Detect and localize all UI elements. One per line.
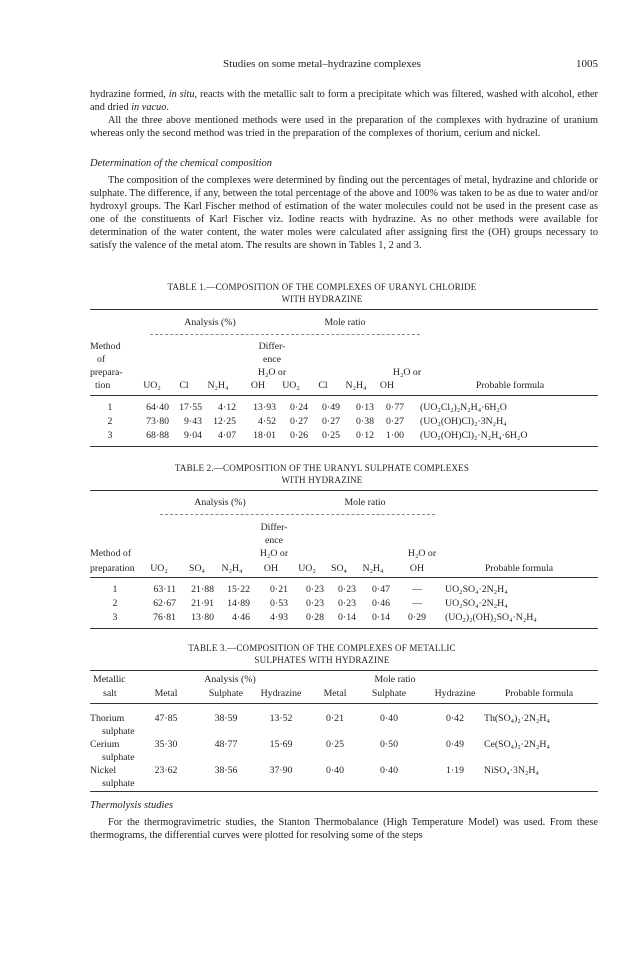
table2-col-header: UO₂: [298, 563, 316, 574]
table2-col-header: N₂H₄: [362, 563, 384, 574]
table1-cell: 0·49: [322, 402, 340, 413]
table3-col-header: Sulphate: [371, 688, 407, 699]
table1-caption-line1: TABLE 1.—COMPOSITION OF THE COMPLEXES OF URANYL CHLORIDE: [167, 282, 477, 292]
table2-col-header: Probable formula: [484, 563, 554, 574]
table3-caption-line1: TABLE 3.—COMPOSITION OF THE COMPLEXES OF METALLIC: [188, 643, 456, 653]
table2-cell: 4·93: [270, 612, 288, 623]
table1-method-label: Method: [90, 341, 121, 352]
table3-top-rule: [90, 670, 598, 671]
paragraph-methods: All the three above mentioned methods were used in the preparation of the complexes with hydrazine of uranium whereas only the second method was tried in the preparation of the complexes of thorium, cerium and nickel.: [90, 115, 598, 140]
paragraph-thermolysis: For the thermogravimetric studies, the Stanton Thermobalance (High Temperature Model) was used. From these thermograms, the differential curves were plotted for resolving some of the steps: [90, 817, 598, 842]
table3-group-analysis: Analysis (%): [204, 674, 256, 685]
table2-cell: 0·28: [306, 612, 324, 623]
table1-diff-label: ence: [263, 354, 281, 365]
table1-col-header: OH: [379, 380, 395, 391]
table3-cell: 38·59: [214, 713, 238, 724]
table1-cell: 4·07: [218, 430, 236, 441]
table1-cell: 0·38: [356, 416, 374, 427]
table1-cell: 0·26: [290, 430, 308, 441]
table2-cell: 4·46: [232, 612, 250, 623]
table2-cell: 0·23: [306, 598, 324, 609]
table1-cell: 0·27: [322, 416, 340, 427]
table2-cell: 13·80: [191, 612, 214, 623]
table2-cell: 14·89: [227, 598, 250, 609]
table2-caption-line1: TABLE 2.—COMPOSITION OF THE URANYL SULPHATE COMPLEXES: [174, 463, 470, 473]
page-number: 1005: [576, 58, 598, 70]
table2-method-label: Method of: [90, 548, 132, 559]
table1-cell: 13·93: [253, 402, 276, 413]
table1-top-rule: [90, 309, 598, 310]
table3-cell: 13·52: [269, 713, 293, 724]
table3-cell: 37·90: [269, 765, 293, 776]
table3-cell: Ce(SO₄)₂·2N₂H₄: [484, 739, 550, 750]
table2-cell: (UO₂)₂(OH)₂SO₄·N₂H₄: [445, 612, 537, 623]
table1-method-label: of: [97, 354, 106, 365]
table3-cell: Th(SO₄)₂·2N₂H₄: [484, 713, 550, 724]
table3-col-header: Metal: [154, 688, 178, 699]
table2-cell: 3: [112, 612, 118, 623]
table1-cell: 1·00: [386, 430, 404, 441]
table3-cell: 47·85: [154, 713, 178, 724]
table2-group-rule: [160, 514, 435, 515]
table3-cell: 38·56: [214, 765, 238, 776]
table3-col-header: Hydrazine: [434, 688, 476, 699]
table3-cell: 0·40: [380, 713, 398, 724]
table1-col-header: N₂H₄: [207, 380, 229, 391]
table1-method-label: tion: [95, 380, 111, 391]
table3-cell: Nickel: [90, 765, 117, 776]
table2-cell: 0·23: [338, 584, 356, 595]
table2-caption-line2: WITH HYDRAZINE: [281, 475, 363, 485]
table3-cell: sulphate: [102, 726, 135, 737]
table1-col-header: Cl: [179, 380, 189, 391]
table1-caption-line2: WITH HYDRAZINE: [281, 294, 363, 304]
table1-col-header: UO₂: [143, 380, 161, 391]
table1-col-header: OH: [250, 380, 266, 391]
table1-cell: 0·24: [290, 402, 308, 413]
table2-method-label: preparation: [90, 563, 135, 574]
table3-cell: 0·21: [326, 713, 344, 724]
table1-cell: (UO₂(OH)Cl)₂·3N₂H₄: [420, 416, 507, 427]
table1-cell: 9·04: [184, 430, 202, 441]
table2-cell: UO₂SO₄·2N₂H₄: [445, 598, 508, 609]
table3-cell: Cerium: [90, 739, 120, 750]
table2-head-rule: [90, 577, 598, 578]
table1-h2o-label: H₂O or: [392, 367, 422, 378]
table3-col-header: Hydrazine: [260, 688, 302, 699]
table3-cell: 0·40: [326, 765, 344, 776]
table2-col-header: OH: [409, 563, 425, 574]
table1-diff-label: Differ-: [258, 341, 286, 352]
table3-col-header: Sulphate: [208, 688, 244, 699]
table3-metallic-label: salt: [103, 688, 117, 699]
table1-cell: 17·55: [179, 402, 202, 413]
table1-cell: 0·25: [322, 430, 340, 441]
table3-cell: 35·30: [154, 739, 178, 750]
table2-cell: 0·23: [338, 598, 356, 609]
table1-col-header: Probable formula: [475, 380, 545, 391]
table2-h2o-label: H₂O or: [407, 548, 437, 559]
table3-metallic-label: Metallic: [93, 674, 126, 685]
table2-cell: 21·91: [191, 598, 214, 609]
table2-cell: 0·29: [408, 612, 426, 623]
table3-cell: 1·19: [446, 765, 464, 776]
table2-col-header: SO₄: [331, 563, 347, 574]
table2-top-rule: [90, 490, 598, 491]
table3-cell: NiSO₄·3N₂H₄: [484, 765, 539, 776]
table1-cell: 0·13: [356, 402, 374, 413]
table2-cell: 0·46: [372, 598, 390, 609]
table3-cell: 15·69: [269, 739, 293, 750]
table2-cell: 0·23: [306, 584, 324, 595]
table2-diff-label: H₂O or: [259, 548, 289, 559]
table1-bottom-rule: [90, 446, 598, 447]
table3-group-mole: Mole ratio: [374, 674, 416, 685]
table3-bottom-rule: [90, 791, 598, 792]
table3-head-rule: [90, 703, 598, 704]
table2-bottom-rule: [90, 628, 598, 629]
table1-cell: 0·77: [386, 402, 404, 413]
table3-cell: 48·77: [214, 739, 238, 750]
table1-col-header: UO₂: [282, 380, 300, 391]
table2-cell: 0·21: [270, 584, 288, 595]
running-header-title: Studies on some metal–hydrazine complexes: [223, 58, 421, 70]
table1-cell: 9·43: [184, 416, 202, 427]
table2-cell: 0·14: [338, 612, 356, 623]
table1-group-rule: [150, 334, 420, 335]
table3-cell: sulphate: [102, 752, 135, 763]
table2-cell: —: [412, 598, 422, 609]
table1-cell: 64·40: [146, 402, 169, 413]
table2-col-header: N₂H₄: [221, 563, 243, 574]
table1-cell: (UO₂(OH)Cl)₂·N₂H₄·6H₂O: [420, 430, 528, 441]
table2-cell: —: [412, 584, 422, 595]
table3-cell: 0·42: [446, 713, 464, 724]
table1-head-rule: [90, 395, 598, 396]
table2-diff-label: Differ-: [260, 522, 288, 533]
table1-col-header: Cl: [318, 380, 328, 391]
table3-col-header: Probable formula: [504, 688, 574, 699]
table3-col-header: Metal: [323, 688, 347, 699]
table1-cell: 0·27: [386, 416, 404, 427]
table1-cell: 0·12: [356, 430, 374, 441]
table1-cell: 2: [107, 416, 113, 427]
section-heading-composition: Determination of the chemical composition: [90, 158, 272, 169]
table1-cell: 4·12: [218, 402, 236, 413]
table2-col-header: SO₄: [189, 563, 205, 574]
table1-cell: 1: [107, 402, 113, 413]
table1-cell: 68·88: [146, 430, 169, 441]
table2-cell: UO₂SO₄·2N₂H₄: [445, 584, 508, 595]
table2-cell: 0·14: [372, 612, 390, 623]
table3-cell: sulphate: [102, 778, 135, 789]
table1-group-analysis: Analysis (%): [184, 317, 236, 328]
paragraph-continued: hydrazine formed, in situ, reacts with the metallic salt to form a precipitate which was filtered, washed with alcohol, ether and dried in vacuo.: [90, 89, 598, 114]
table2-group-analysis: Analysis (%): [194, 497, 246, 508]
table1-diff-label: H₂O or: [257, 367, 287, 378]
table2-cell: 1: [112, 584, 118, 595]
table2-group-mole: Mole ratio: [344, 497, 386, 508]
table2-col-header: OH: [263, 563, 279, 574]
table3-caption-line2: SULPHATES WITH HYDRAZINE: [254, 655, 390, 665]
table3-cell: 23·62: [154, 765, 178, 776]
table2-cell: 2: [112, 598, 118, 609]
table1-cell: 4·52: [258, 416, 276, 427]
table3-cell: 0·40: [380, 765, 398, 776]
table3-cell: Thorium: [90, 713, 125, 724]
table3-cell: 0·25: [326, 739, 344, 750]
paragraph-composition: The composition of the complexes were determined by finding out the percentages of metal, hydrazine and chloride or sulphate. The difference, if any, between the total percentage of the above and 100% was taken to be as due to water and/or hydroxyl groups. The Karl Fischer method of estimation of the water molecules could not be used in the present case as one of the constituents of Karl Fischer viz. Iodine reacts with hydrazine. As no other methods were available for determination of the water content, the water moles were calculated after assigning first the (OH) groups necessary to satisfy the valence of the metal atom. The results are shown in Tables 1, 2 and 3.: [90, 175, 598, 252]
table1-cell: 3: [107, 430, 113, 441]
table2-cell: 15·22: [227, 584, 250, 595]
table2-cell: 21·88: [191, 584, 214, 595]
table2-cell: 62·67: [153, 598, 176, 609]
table3-cell: 0·50: [380, 739, 398, 750]
table1-cell: (UO₂Cl₂)₂N₂H₄·6H₂O: [420, 402, 507, 413]
table3-cell: 0·49: [446, 739, 464, 750]
table2-cell: 0·53: [270, 598, 288, 609]
table2-cell: 76·81: [153, 612, 176, 623]
table2-cell: 0·47: [372, 584, 390, 595]
table2-diff-label: ence: [265, 535, 283, 546]
table2-col-header: UO₂: [150, 563, 168, 574]
table1-group-mole: Mole ratio: [324, 317, 366, 328]
table2-cell: 63·11: [153, 584, 176, 595]
section-heading-thermolysis: Thermolysis studies: [90, 800, 174, 811]
table1-cell: 12·25: [213, 416, 236, 427]
table1-col-header: N₂H₄: [345, 380, 367, 391]
table1-method-label: prepara-: [90, 367, 123, 378]
table1-cell: 0·27: [290, 416, 308, 427]
table1-cell: 73·80: [146, 416, 169, 427]
table1-cell: 18·01: [253, 430, 276, 441]
